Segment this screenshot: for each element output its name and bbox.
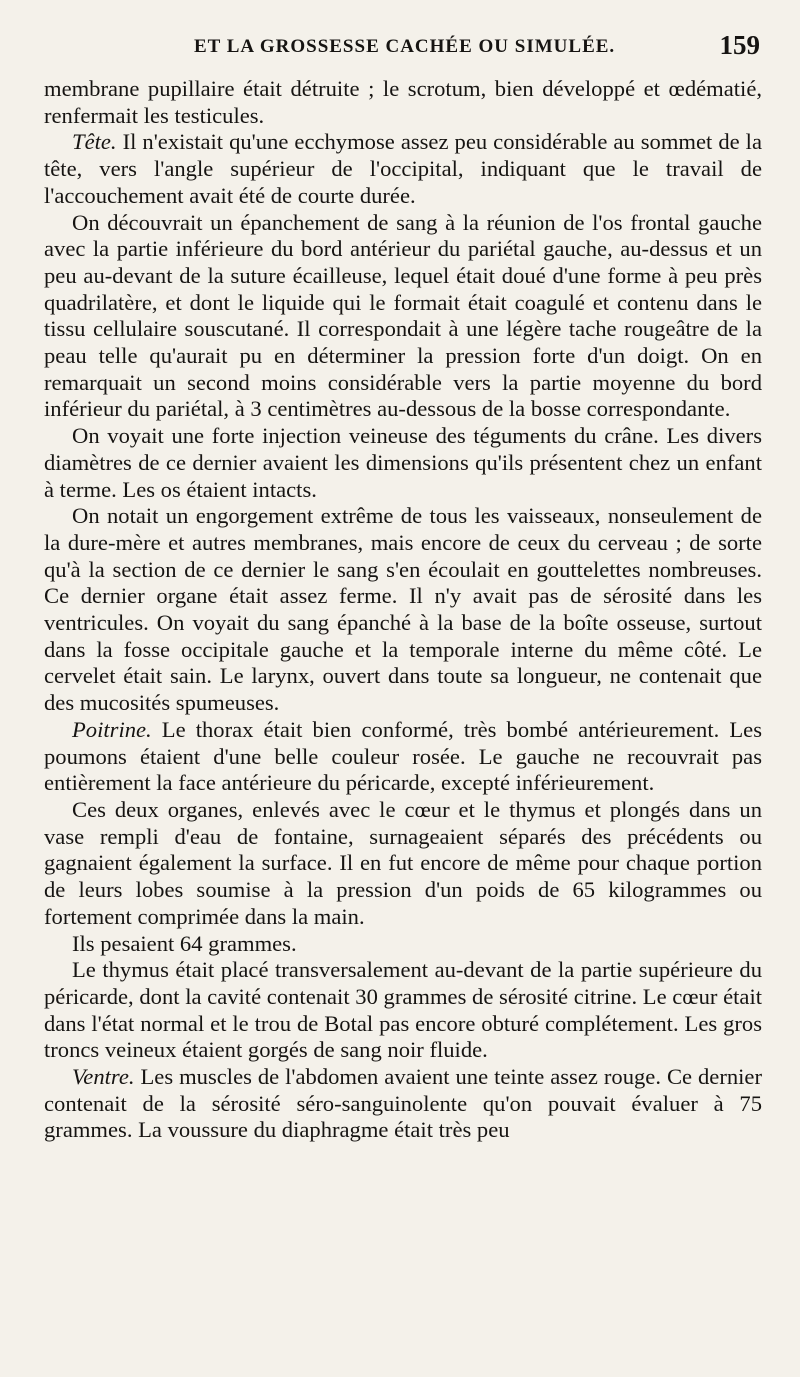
paragraph: Ils pesaient 64 grammes. <box>72 930 297 956</box>
section-lead-tete: Tête. <box>72 129 117 155</box>
paragraph: On découvrait un épanchement de sang à la réunion de l'os frontal gauche avec la partie inférieure du bord antérieur du pariétal gauche, au-dessus et un peu au-devant de la suture écailleuse, lequel était doué d'une forme à peu près quadrilatère, et dont le liquide qui le formait était coagulé et contenu dans le tissu cellulaire souscutané. Il correspondait à une légère tache rougeâtre de la peau telle qu'aurait pu en déterminer la pression forte d'un doigt. On en remarquait un second moins considérable vers la partie moyenne du bord inférieur du pariétal, à 3 centimètres au-dessous de la bosse correspondante. <box>44 209 762 422</box>
running-title: ET LA GROSSESSE CACHÉE OU SIMULÉE. <box>194 36 616 57</box>
paragraph: On voyait une forte injection veineuse des téguments du crâne. Les divers diamètres de ce dernier avaient les dimensions qu'ils présentent chez un enfant à terme. Les os étaient intacts. <box>44 423 762 502</box>
paragraph: Ces deux organes, enlevés avec le cœur et le thymus et plongés dans un vase rempli d'eau de fontaine, surnageaient séparés des précédents ou gagnaient également la surface. Il en fut encore de même pour chaque portion de leurs lobes soumise à la pression d'un poids de 65 kilogrammes ou fortement comprimée dans la main. <box>44 796 762 929</box>
section-lead-ventre: Ventre. <box>72 1064 135 1090</box>
paragraph: On notait un engorgement extrême de tous les vaisseaux, nonseulement de la dure-mère et autres membranes, mais encore de ceux du cerveau ; de sorte qu'à la section de ce dernier le sang s'en écoulait en gouttelettes nombreuses. Ce dernier organe était assez ferme. Il n'y avait pas de sérosité dans les ventricules. On voyait du sang épanché à la base de la boîte osseuse, surtout dans la fosse occipitale gauche et la temporale interne du même côté. Le cervelet était sain. Le larynx, ouvert dans toute sa longueur, ne contenait que des mucosités spumeuses. <box>44 503 762 716</box>
page-number: 159 <box>719 30 760 60</box>
running-head <box>44 30 762 76</box>
body-text <box>44 76 762 1144</box>
paragraph: Poitrine. Le thorax était bien conformé, très bombé antérieurement. Les poumons étaient d'une belle couleur rosée. Le gauche ne recouvrait pas entièrement la face antérieure du péricarde, excepté inférieurement. <box>44 716 762 796</box>
paragraph: Le thymus était placé transversalement au-devant de la partie supérieure du péricarde, dont la cavité contenait 30 grammes de sérosité citrine. Le cœur était dans l'état normal et le trou de Botal pas encore obturé complétement. Les gros troncs veineux étaient gorgés de sang noir fluide. <box>44 957 762 1063</box>
paragraph: Ventre. Les muscles de l'abdomen avaient une teinte assez rouge. Ce dernier contenait de la sérosité séro-sanguinolente qu'on pouvait évaluer à 75 grammes. La voussure du diaphragme était très peu <box>44 1064 762 1143</box>
paragraph: Tête. Il n'existait qu'une ecchymose assez peu considérable au sommet de la tête, vers l'angle supérieur de l'occipital, indiquant que le travail de l'accouchement avait été de courte durée. <box>44 129 762 208</box>
paragraph: membrane pupillaire était détruite ; le scrotum, bien développé et œdématié, renfermait les testicules. <box>44 76 762 128</box>
section-lead-poitrine: Poitrine. <box>72 716 152 742</box>
